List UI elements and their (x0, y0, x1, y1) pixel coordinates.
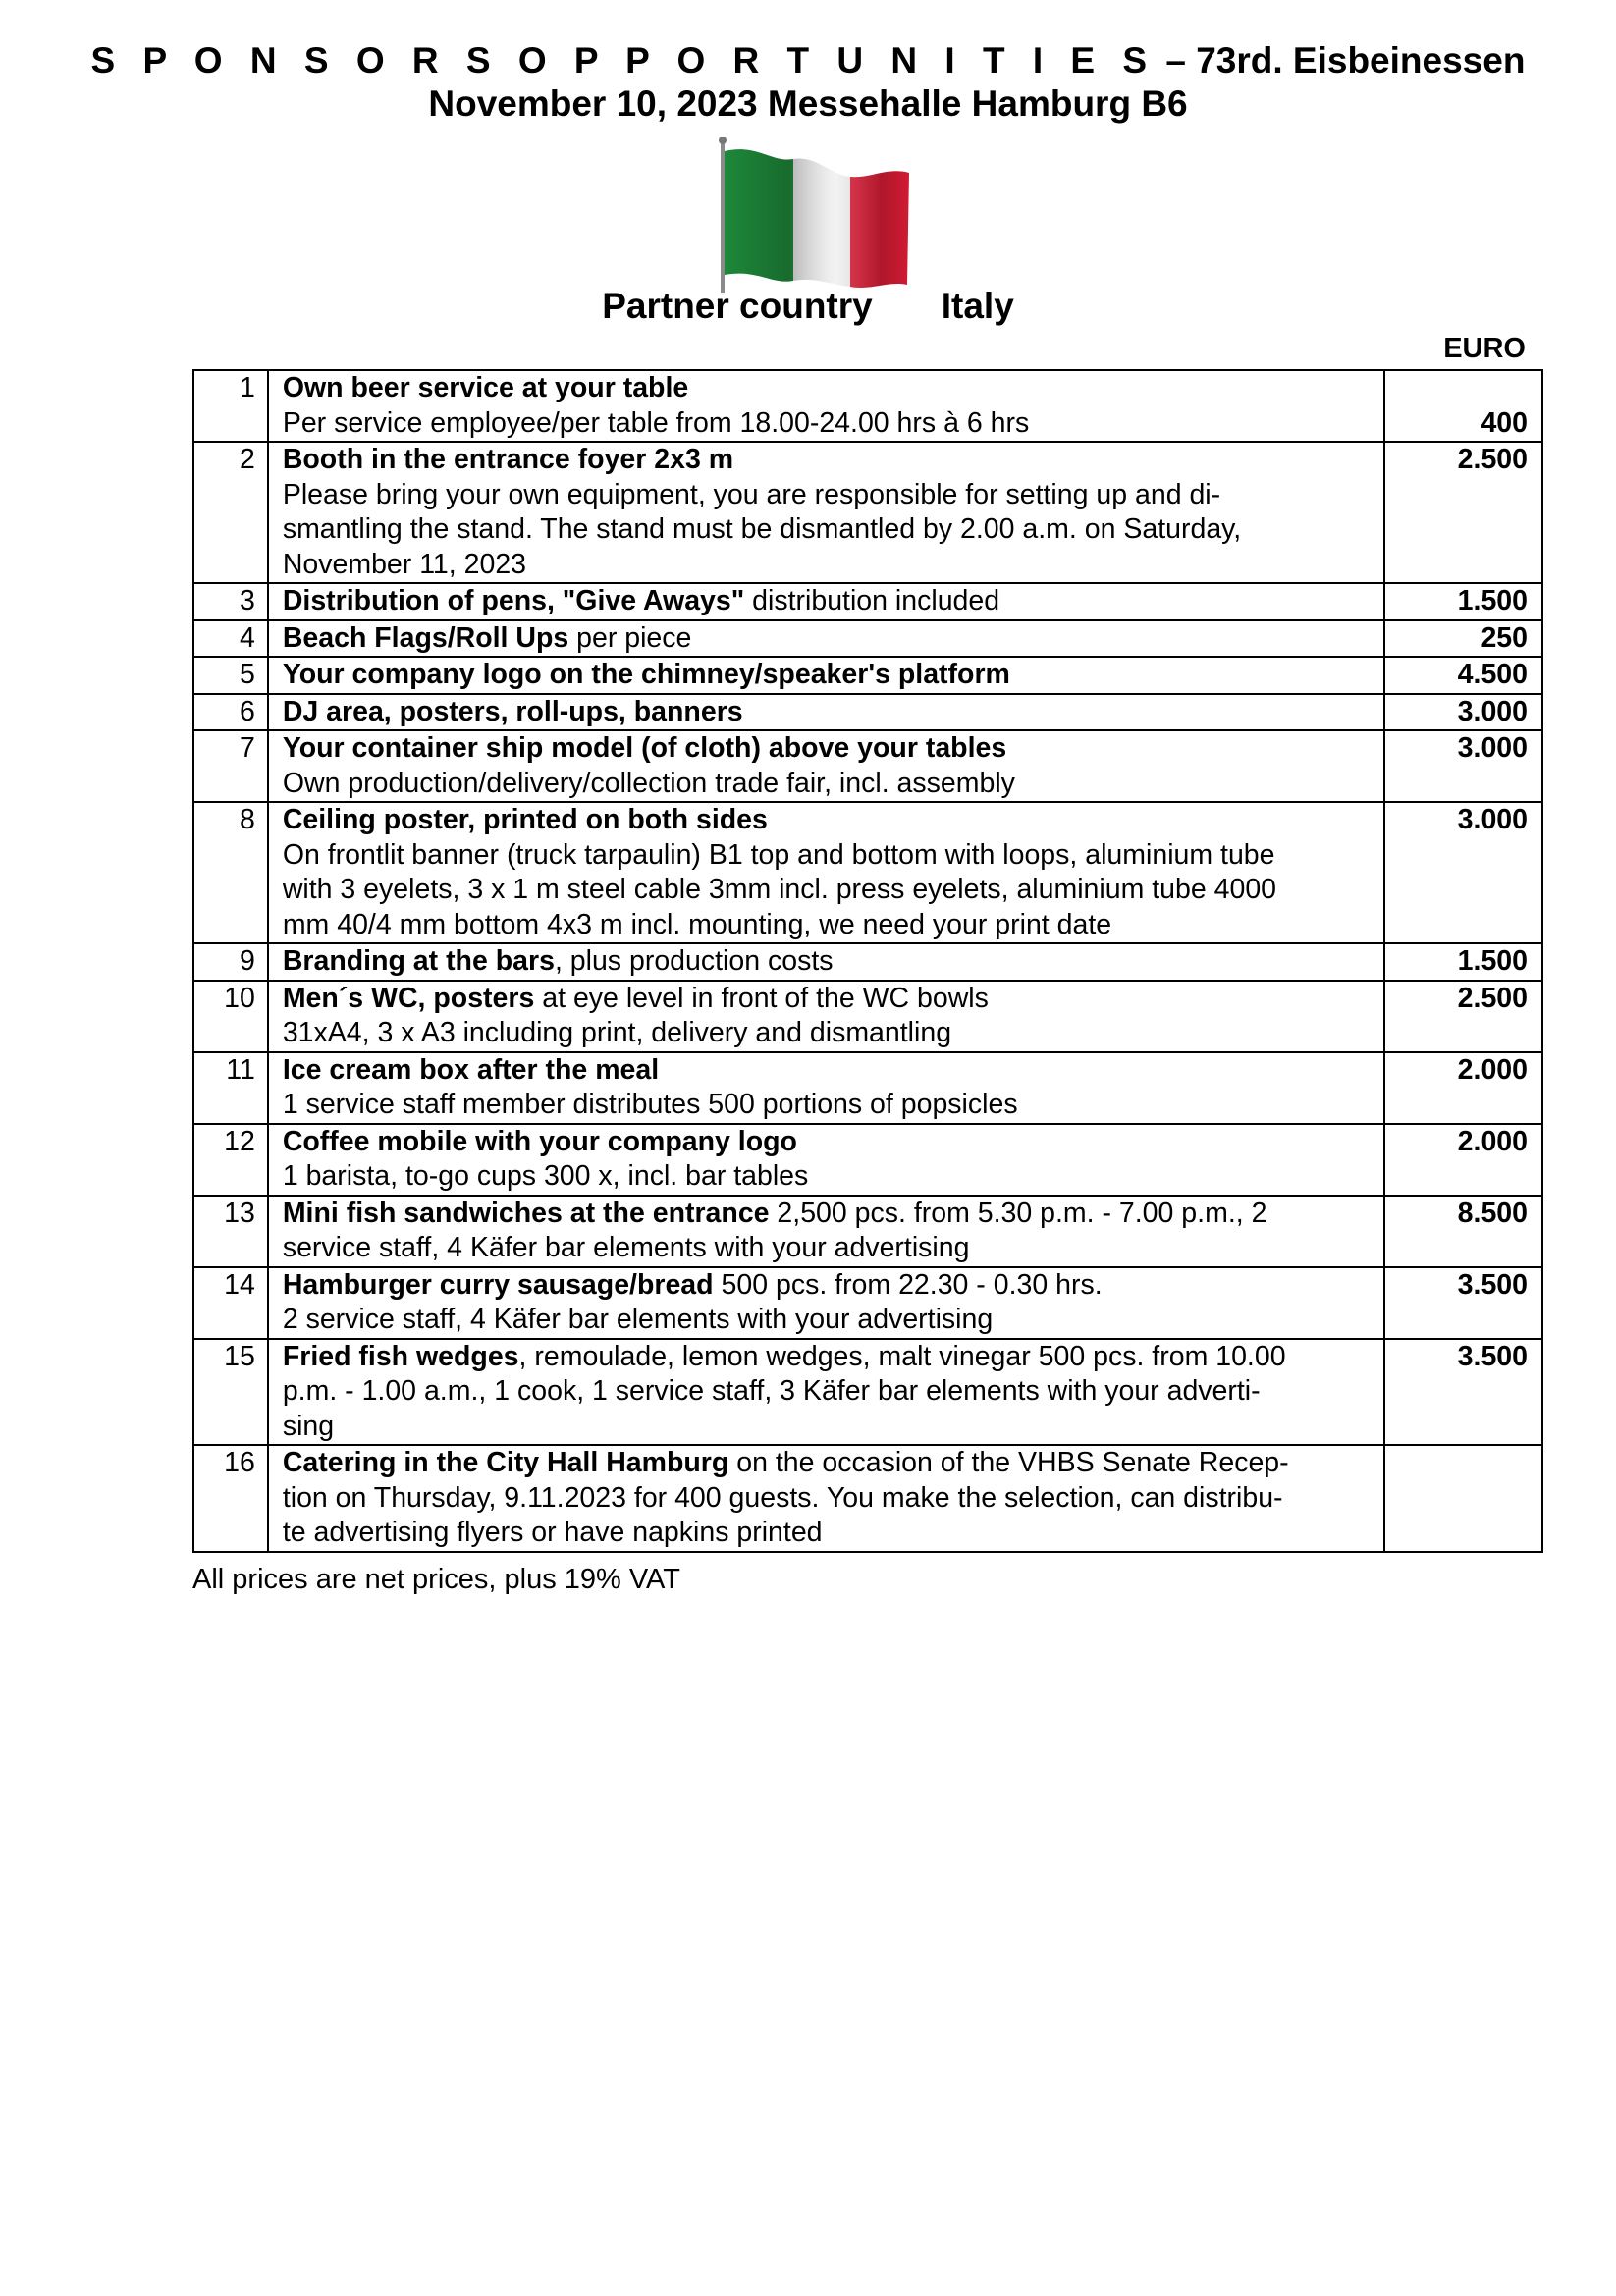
item-price: 3.000 (1384, 730, 1542, 802)
table-row (193, 1196, 1542, 1267)
item-description (268, 620, 1385, 658)
table-row (193, 802, 1542, 943)
partner-label: Partner country (602, 286, 873, 326)
item-number: 5 (193, 657, 268, 694)
item-title-rest: on the occasion of the VHBS Senate Recep- (728, 1447, 1289, 1478)
item-price (1384, 1445, 1542, 1552)
item-detail-line: November 11, 2023 (282, 548, 527, 580)
item-first-line (283, 944, 1369, 980)
item-price: 3.000 (1384, 802, 1542, 943)
table-row (193, 943, 1542, 981)
table-row (193, 1124, 1542, 1196)
item-number: 16 (193, 1445, 268, 1552)
table-row (193, 1267, 1542, 1339)
item-description (268, 1196, 1385, 1267)
item-first-line (283, 584, 1369, 619)
item-first-line (283, 695, 1369, 730)
item-price: 250 (1384, 620, 1542, 658)
item-detail-line: 2 service staff, 4 Käfer bar elements with your advertising (282, 1304, 994, 1335)
item-detail-line: Own production/delivery/collection trade fair, incl. assembly (282, 767, 1015, 799)
item-number: 9 (193, 943, 268, 981)
item-detail-line: 1 barista, to-go cups 300 x, incl. bar tables (282, 1160, 809, 1192)
item-number: 6 (193, 694, 268, 731)
item-first-line (283, 731, 1369, 767)
item-title: Distribution of pens, "Give Aways" (282, 585, 745, 616)
item-description (268, 442, 1385, 583)
vat-note: All prices are net prices, plus 19% VAT (192, 1564, 680, 1595)
item-description (268, 1124, 1385, 1196)
item-first-line (283, 982, 1369, 1017)
item-detail-line: 1 service staff member distributes 500 portions of popsicles (282, 1089, 1018, 1120)
item-price: 1.500 (1384, 943, 1542, 981)
table-row (193, 442, 1542, 583)
item-title: Ice cream box after the meal (282, 1053, 660, 1086)
item-title: Ceiling poster, printed on both sides (282, 804, 768, 835)
partner-country-line (0, 285, 1616, 328)
item-description (268, 1267, 1385, 1339)
item-detail-line: te advertising flyers or have napkins printed (282, 1517, 823, 1548)
item-number: 8 (193, 802, 268, 943)
item-description (268, 1445, 1385, 1552)
table-row (193, 620, 1542, 658)
item-title-rest: per piece (568, 621, 692, 654)
item-price: 1.500 (1384, 583, 1542, 620)
table-row (193, 1052, 1542, 1124)
item-description (268, 1339, 1385, 1446)
item-description (268, 981, 1385, 1052)
item-number: 12 (193, 1124, 268, 1196)
document-title (0, 39, 1616, 82)
item-number: 10 (193, 981, 268, 1052)
item-title-rest: distribution included (744, 585, 1000, 616)
item-detail-line: p.m. - 1.00 a.m., 1 cook, 1 service staff, 3 Käfer bar elements with your adverti- (282, 1375, 1261, 1407)
item-title: Your company logo on the chimney/speaker's platform (282, 659, 1010, 690)
item-detail-line: sing (282, 1410, 335, 1442)
item-number: 7 (193, 730, 268, 802)
item-first-line (283, 371, 1369, 406)
item-first-line (283, 1340, 1369, 1375)
italy-flag-icon (713, 137, 919, 294)
sponsorship-rows (193, 370, 1542, 1552)
item-first-line (283, 1197, 1369, 1232)
item-detail-line: Please bring your own equipment, you are responsible for setting up and di- (282, 478, 1221, 510)
item-title-rest: , plus production costs (554, 945, 834, 977)
item-price: 4.500 (1384, 657, 1542, 694)
item-title-rest: at eye level in front of the WC bowls (534, 982, 989, 1014)
item-title: Branding at the bars (282, 945, 555, 977)
item-first-line (283, 1053, 1369, 1089)
partner-country: Italy (941, 286, 1014, 326)
item-description (268, 583, 1385, 620)
item-first-line (283, 1125, 1369, 1160)
sponsorship-table (192, 369, 1543, 1553)
item-detail-line: service staff, 4 Käfer bar elements with your advertising (282, 1232, 970, 1263)
item-price: 400 (1384, 370, 1542, 442)
item-detail-line: Per service employee/per table from 18.00-24.00 hrs à 6 hrs (282, 406, 1030, 439)
item-title: Fried fish wedges (282, 1340, 519, 1372)
item-description (268, 802, 1385, 943)
item-price: 2.000 (1384, 1052, 1542, 1124)
item-first-line (283, 443, 1369, 478)
item-price: 2.000 (1384, 1124, 1542, 1196)
currency-label: EURO (1443, 333, 1526, 364)
table-row (193, 694, 1542, 731)
item-price: 3.000 (1384, 694, 1542, 731)
item-first-line (283, 621, 1369, 657)
item-number: 13 (193, 1196, 268, 1267)
item-title-rest: 2,500 pcs. from 5.30 p.m. - 7.00 p.m., 2 (769, 1197, 1267, 1229)
table-row (193, 583, 1542, 620)
item-title: Your container ship model (of cloth) above your tables (282, 732, 1007, 764)
item-number: 11 (193, 1052, 268, 1124)
item-title: Mini fish sandwiches at the entrance (282, 1197, 770, 1229)
item-number: 15 (193, 1339, 268, 1446)
item-number: 4 (193, 620, 268, 658)
item-number: 2 (193, 442, 268, 583)
item-detail-line: 31xA4, 3 x A3 including print, delivery and dismantling (282, 1017, 952, 1048)
item-detail-line: smantling the stand. The stand must be dismantled by 2.00 a.m. on Saturday, (282, 513, 1242, 545)
item-title: Hamburger curry sausage/bread (282, 1268, 714, 1301)
item-title: Booth in the entrance foyer 2x3 m (282, 444, 734, 475)
item-title: Men´s WC, posters (282, 982, 535, 1014)
item-title: DJ area, posters, roll-ups, banners (282, 695, 743, 727)
item-price: 8.500 (1384, 1196, 1542, 1267)
item-detail-line: with 3 eyelets, 3 x 1 m steel cable 3mm incl. press eyelets, aluminium tube 4000 (282, 874, 1277, 905)
item-description (268, 370, 1385, 442)
item-detail-line: On frontlit banner (truck tarpaulin) B1 top and bottom with loops, aluminium tube (282, 838, 1275, 871)
table-row (193, 370, 1542, 442)
item-number: 3 (193, 583, 268, 620)
title-spaced: S P O N S O R S O P P O R T U N I T I E S (90, 40, 1157, 80)
table-row (193, 730, 1542, 802)
item-title: Beach Flags/Roll Ups (282, 621, 569, 654)
table-row (193, 981, 1542, 1052)
item-first-line (283, 658, 1369, 693)
item-detail-line: tion on Thursday, 9.11.2023 for 400 guests. You make the selection, can distribu- (282, 1481, 1283, 1514)
item-description (268, 730, 1385, 802)
item-price: 2.500 (1384, 442, 1542, 583)
table-row (193, 657, 1542, 694)
item-description (268, 943, 1385, 981)
table-row (193, 1445, 1542, 1552)
item-description (268, 657, 1385, 694)
item-title-rest: 500 pcs. from 22.30 - 0.30 hrs. (713, 1268, 1103, 1301)
item-detail-line: mm 40/4 mm bottom 4x3 m incl. mounting, we need your print date (282, 908, 1112, 940)
item-price: 3.500 (1384, 1267, 1542, 1339)
item-title: Catering in the City Hall Hamburg (282, 1447, 729, 1478)
item-price: 3.500 (1384, 1339, 1542, 1446)
item-price: 2.500 (1384, 981, 1542, 1052)
table-row (193, 1339, 1542, 1446)
item-title-rest: , remoulade, lemon wedges, malt vinegar 500 pcs. from 10.00 (518, 1340, 1286, 1372)
item-description (268, 1052, 1385, 1124)
item-title: Own beer service at your table (282, 372, 689, 403)
document-subtitle: November 10, 2023 Messehalle Hamburg B6 (428, 83, 1188, 124)
item-first-line (283, 803, 1369, 838)
item-number: 14 (193, 1267, 268, 1339)
item-title: Coffee mobile with your company logo (282, 1125, 797, 1157)
item-number: 1 (193, 370, 268, 442)
item-first-line (283, 1446, 1369, 1481)
item-first-line (283, 1268, 1369, 1304)
title-event: – 73rd. Eisbeinessen (1165, 40, 1526, 80)
item-description (268, 694, 1385, 731)
